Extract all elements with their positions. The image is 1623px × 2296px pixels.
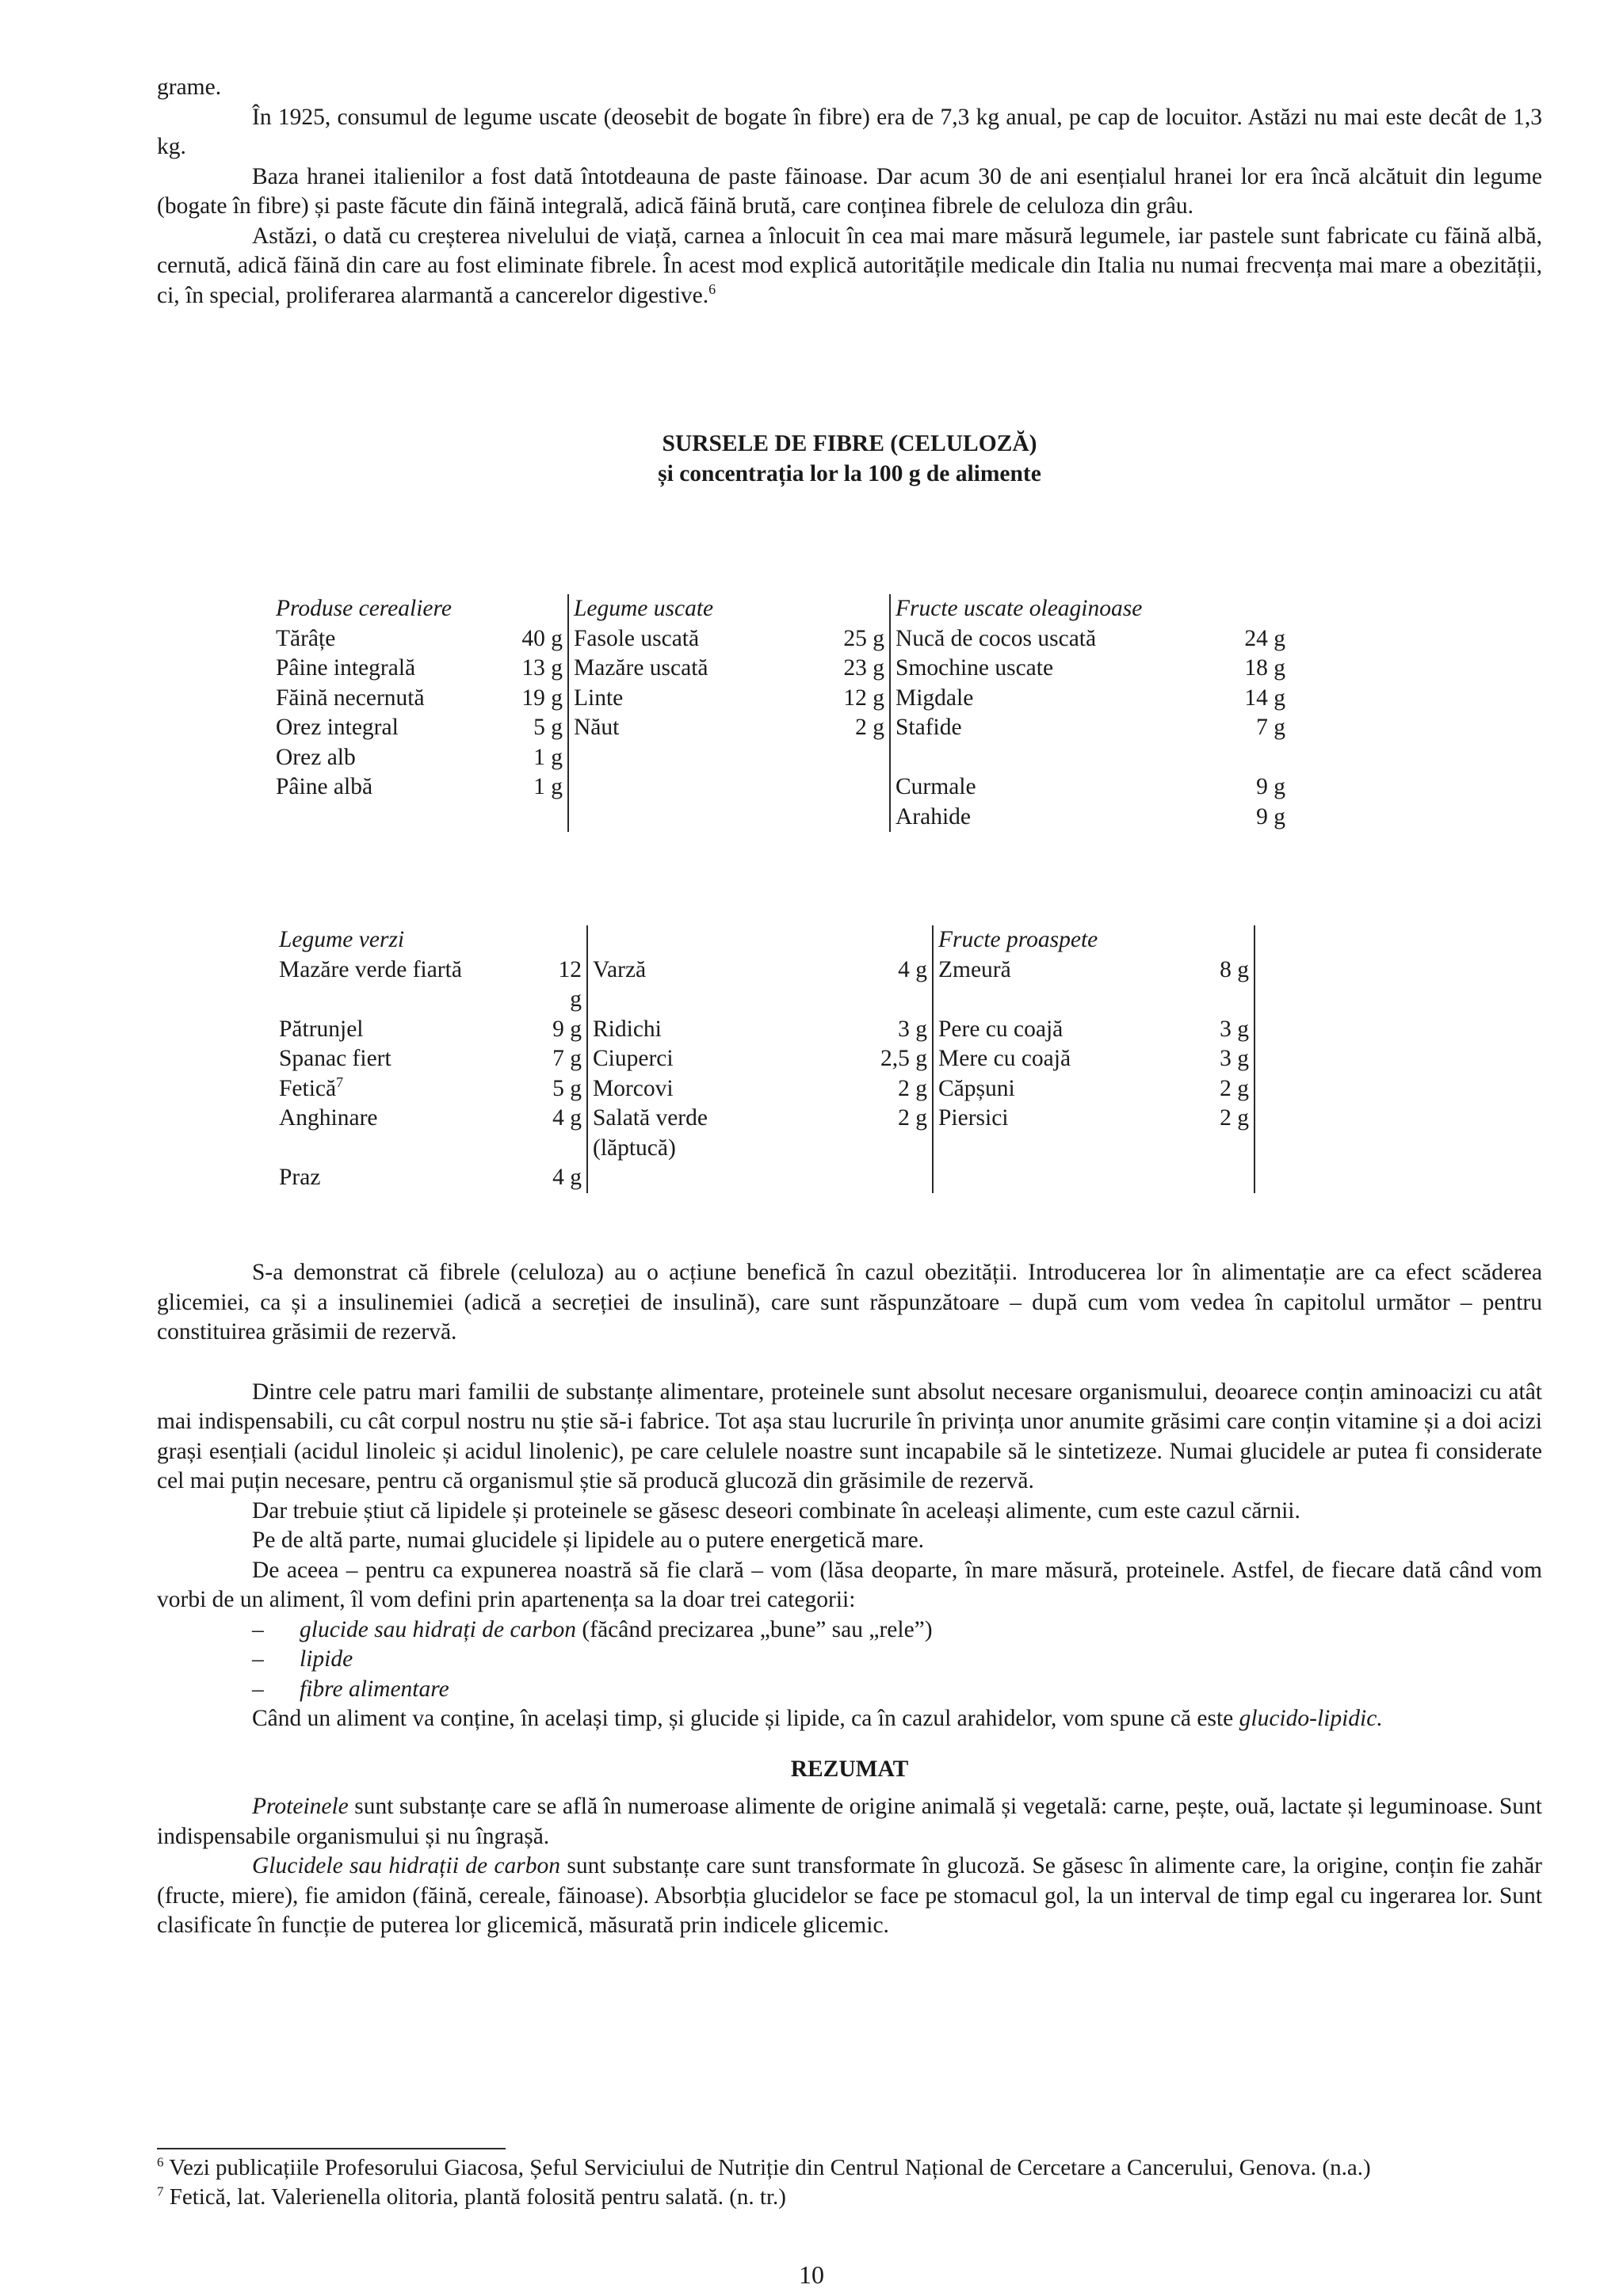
food-name: Zmeură	[933, 955, 1181, 986]
food-name: Spanac fiert	[279, 1046, 391, 1071]
food-name	[890, 743, 1217, 773]
fiber-value	[495, 803, 568, 833]
food-name: Orez alb	[276, 744, 356, 770]
food-name: (lăptucă)	[587, 1134, 851, 1164]
list-item-text: (făcând precizarea „bune” sau „rele”)	[576, 1616, 933, 1642]
food-name	[274, 1134, 537, 1164]
food-name: Varză	[587, 955, 851, 986]
footnote-number: 7	[157, 2183, 164, 2199]
fiber-value: 7 g	[552, 1046, 582, 1071]
table-row	[274, 955, 1254, 986]
paragraph: În 1925, consumul de legume uscate (deosebit de bogate în fibre) era de 7,3 kg anual, pe cap de locuitor. Astăzi nu mai este decât de 1,3 kg.	[157, 104, 1542, 159]
food-name	[568, 772, 808, 803]
food-name: Ridichi	[587, 1015, 851, 1045]
food-name	[587, 925, 851, 955]
paragraph	[157, 222, 1542, 311]
table-row	[271, 684, 1290, 714]
fiber-value	[1181, 985, 1254, 1015]
paragraph-italic: Proteinele	[252, 1794, 349, 1819]
food-name: Căpșuni	[933, 1074, 1181, 1104]
food-name: Praz	[279, 1165, 321, 1190]
table-row	[274, 1044, 1254, 1074]
food-name: Curmale	[890, 772, 1217, 803]
food-name	[568, 743, 808, 773]
fiber-value: 4 g	[552, 1165, 582, 1190]
list-item	[157, 1675, 1542, 1705]
fiber-value: 2 g	[855, 715, 884, 740]
food-name: Mazăre uscată	[568, 654, 808, 684]
paragraph: Baza hranei italienilor a fost dată întotdeauna de paste făinoase. Dar acum 30 de ani esențialul hranei lor era încă alcătuit din legume (bogate în fibre) și paste făcute din făină integrală, adică făină brută, care conținea fibrele de celuloza din grâu.	[157, 163, 1542, 219]
list-item	[157, 1645, 1542, 1675]
page-number: 10	[799, 2260, 824, 2289]
fiber-value	[1181, 1134, 1254, 1164]
footnote-text: Fetică, lat. Valerienella olitoria, plantă folosită pentru salată. (n. tr.)	[163, 2184, 786, 2210]
food-name: Pere cu coajă	[933, 1015, 1181, 1045]
fiber-table-fresh	[274, 925, 1255, 1193]
food-name: Anghinare	[279, 1105, 378, 1131]
fiber-value: 2 g	[898, 1075, 927, 1101]
food-name: Migdale	[890, 684, 1217, 714]
paragraph-text: sunt substanțe care sunt transformate în glucoză. Se găsesc în alimente care, la origine, conțin fie zahăr (fructe, miere), fie amidon (făină, cereale, făinoase). Absorbția glucidelor se face pe stomacul gol, la un interval de timp egal cu ingerarea lor. Sunt clasificate în funcție de puterea lor glicemică, măsurată prin indicele glicemic.	[157, 1853, 1542, 1938]
food-name	[933, 1163, 1181, 1193]
paragraph	[157, 1704, 1542, 1734]
column-header: Fructe proaspete	[933, 925, 1254, 955]
footnote-ref: 7	[336, 1074, 344, 1090]
fiber-value: 1 g	[533, 744, 563, 770]
fiber-value	[851, 985, 933, 1015]
fiber-value: 3 g	[1181, 1015, 1254, 1045]
table-row	[274, 1015, 1254, 1045]
fiber-value	[808, 803, 890, 833]
footnote-divider	[157, 2148, 506, 2149]
food-name: Nucă de cocos uscată	[890, 624, 1217, 654]
paragraph	[157, 1852, 1542, 1941]
list-dash: –	[252, 1646, 264, 1672]
paragraph-italic: Glucidele sau hidrații de carbon	[252, 1853, 561, 1878]
food-name: Salată verde	[587, 1104, 851, 1134]
food-name	[587, 985, 851, 1015]
column-header: Produse cerealiere	[276, 596, 452, 621]
table-row	[274, 1104, 1254, 1134]
page-content-lower	[157, 1258, 1542, 1941]
fiber-value: 13 g	[521, 655, 563, 681]
footnote-ref: 6	[708, 280, 716, 297]
food-name: Fasole uscată	[568, 624, 808, 654]
fiber-value: 18 g	[1244, 655, 1285, 681]
fiber-value: 19 g	[521, 685, 563, 711]
fiber-value: 4 g	[898, 956, 927, 982]
food-name: Mere cu coajă	[933, 1044, 1181, 1074]
fiber-value: 2 g	[1181, 1074, 1254, 1104]
fiber-value: 2,5 g	[880, 1046, 927, 1071]
food-name: Tărâțe	[276, 625, 336, 651]
footnote-text: Vezi publicațiile Profesorului Giacosa, Șeful Serviciului de Nutriție din Centrul Național de Cercetare a Cancerului, Genova. (n.a.)	[163, 2155, 1371, 2180]
table-row	[274, 1163, 1254, 1193]
food-name: Piersici	[933, 1104, 1181, 1134]
fiber-value: 25 g	[843, 625, 884, 651]
table-row	[271, 743, 1290, 773]
fiber-value	[1181, 1163, 1254, 1193]
fiber-value: 9 g	[1256, 774, 1285, 799]
list-item-text: glucide sau hidrați de carbon	[300, 1616, 577, 1642]
table-row	[271, 803, 1290, 833]
food-name: Năut	[568, 713, 808, 743]
paragraph: Dar trebuie știut că lipidele și proteinele se găsesc deseori combinate în aceleași alimente, cum este cazul cărnii.	[252, 1497, 1300, 1524]
fiber-value: 40 g	[521, 625, 563, 651]
category-list	[157, 1615, 1542, 1705]
fiber-value: 5 g	[552, 1075, 582, 1101]
fiber-value: 14 g	[1244, 685, 1285, 711]
list-dash: –	[252, 1616, 264, 1642]
food-name	[568, 803, 808, 833]
fiber-value	[851, 1134, 933, 1164]
food-name: Pâine albă	[276, 774, 373, 799]
food-name: Linte	[568, 684, 808, 714]
fiber-value: 7 g	[1256, 715, 1285, 740]
table-row	[274, 985, 1254, 1015]
table-row	[274, 925, 1254, 955]
paragraph-text: Astăzi, o dată cu creșterea nivelului de viață, carnea a înlocuit în cea mai mare măsură legumele, iar pastele sunt fabricate cu făină albă, cernută, adică făină din care au fost eliminate fibrele. În acest mod explică autoritățile medicale din Italia nu numai frecvența mai mare a obezității, ci, în special, proliferarea alarmantă a cancerelor digestive.	[157, 223, 1542, 308]
list-item	[157, 1615, 1542, 1646]
fiber-value: 12	[558, 956, 582, 982]
paragraph: Pe de altă parte, numai glucidele și lipidele au o putere energetică mare.	[252, 1527, 925, 1553]
paragraph	[157, 1792, 1542, 1852]
paragraph-italic: glucido-lipidic.	[1239, 1706, 1383, 1731]
fiber-value	[851, 925, 933, 955]
footnote-number: 6	[157, 2154, 164, 2170]
table-title	[157, 429, 1542, 489]
food-name: Smochine uscate	[890, 654, 1217, 684]
fiber-value: g	[570, 986, 582, 1012]
table-row	[274, 1074, 1254, 1104]
column-header: Legume uscate	[568, 594, 890, 624]
fiber-value: 9 g	[1256, 803, 1285, 830]
food-name: Orez integral	[276, 715, 399, 740]
list-item-text: lipide	[300, 1646, 353, 1672]
food-name	[933, 1134, 1181, 1164]
fiber-value: 12 g	[843, 685, 884, 711]
page-content	[157, 73, 1542, 489]
food-name: Făină necernută	[276, 685, 425, 711]
fiber-value: 4 g	[552, 1105, 582, 1131]
list-item-text: fibre alimentare	[300, 1676, 449, 1702]
table-row	[274, 1134, 1254, 1164]
food-name: Arahide	[890, 803, 1217, 833]
table-row	[271, 772, 1290, 803]
fiber-value: 3 g	[898, 1016, 927, 1042]
fiber-value	[1217, 743, 1290, 773]
paragraph: De aceea – pentru ca expunerea noastră să fie clară – vom (lăsa deoparte, în mare măsură, proteinele. Astfel, de fiecare dată când vom vorbi de un aliment, îl vom defini prin apartenența sa la doar trei categorii:	[157, 1557, 1542, 1612]
fiber-value: 2 g	[898, 1105, 927, 1131]
paragraph: Dintre cele patru mari familii de substanțe alimentare, proteinele sunt absolut necesare organismului, deoarece conțin aminoacizi cu atât mai indispensabili, cu cât corpul nostru nu știe să-i fabrice. Tot așa stau lucrurile în privința unor anumite grăsimi care conțin vitamine și a doi acizi grași esențiali (acidul linoleic și acidul linolenic), pe care celulele noastre sunt incapabile să le sintetizeze. Numai glucidele ar putea fi considerate cel mai puțin necesare, pentru că organismul știe să producă glucoză din grăsimile de rezervă.	[157, 1379, 1542, 1493]
paragraph-text: Când un aliment va conține, în același timp, și glucide și lipide, ca în cazul arahidelor, vom spune că este	[252, 1706, 1239, 1731]
food-name	[933, 985, 1181, 1015]
table-row	[271, 624, 1290, 654]
table-title-line2: și concentrația lor la 100 g de alimente	[658, 460, 1041, 486]
fiber-value: 1 g	[533, 774, 563, 799]
table-row	[271, 594, 1290, 624]
fiber-value	[808, 772, 890, 803]
food-name: Ciuperci	[587, 1044, 851, 1074]
fiber-value: 2 g	[1181, 1104, 1254, 1134]
table-row	[271, 713, 1290, 743]
food-name: Stafide	[890, 713, 1217, 743]
table-row	[271, 654, 1290, 684]
list-dash: –	[252, 1676, 264, 1702]
food-name: Pâine integrală	[276, 655, 416, 681]
food-name	[274, 985, 537, 1015]
food-name: Mazăre verde fiartă	[279, 956, 462, 982]
footnotes	[157, 2153, 1542, 2212]
footnote	[157, 2153, 1542, 2183]
fiber-value: 3 g	[1181, 1044, 1254, 1074]
food-name	[587, 1163, 851, 1193]
food-name	[271, 803, 495, 833]
food-name: Fetică$^7$	[279, 1074, 344, 1101]
fiber-value	[851, 1163, 933, 1193]
fiber-value: 24 g	[1244, 625, 1285, 651]
fiber-value	[537, 1134, 587, 1164]
fiber-value: 23 g	[843, 655, 884, 681]
fiber-table-dry	[271, 594, 1290, 832]
food-name: Pătrunjel	[279, 1016, 364, 1042]
column-header: Legume verzi	[279, 927, 405, 952]
column-header: Fructe uscate oleaginoase	[890, 594, 1290, 624]
fiber-value: 5 g	[533, 715, 563, 740]
food-name: Morcovi	[587, 1074, 851, 1104]
fiber-value: 9 g	[552, 1016, 582, 1042]
fiber-value	[808, 743, 890, 773]
intro-line: grame.	[157, 74, 222, 100]
summary-title: REZUMAT	[790, 1756, 909, 1782]
footnote	[157, 2183, 1542, 2212]
fiber-value: 8 g	[1181, 955, 1254, 986]
paragraph-text: sunt substanțe care se află în numeroase alimente de origine animală și vegetală: carne, pește, ouă, lactate și leguminoase. Sunt indispensabile organismului și nu îngrașă.	[157, 1794, 1542, 1849]
table-title-line1: SURSELE DE FIBRE (CELULOZĂ)	[662, 431, 1037, 456]
paragraph: S-a demonstrat că fibrele (celuloza) au o acțiune benefică în cazul obezității. Introducerea lor în alimentație are ca efect scăderea glicemiei, ca și a insulinemiei (adică a secreției de insulină), care sunt răspunzătoare – după cum vom vedea în capitolul următor – pentru constituirea grăsimii de rezervă.	[157, 1260, 1542, 1344]
